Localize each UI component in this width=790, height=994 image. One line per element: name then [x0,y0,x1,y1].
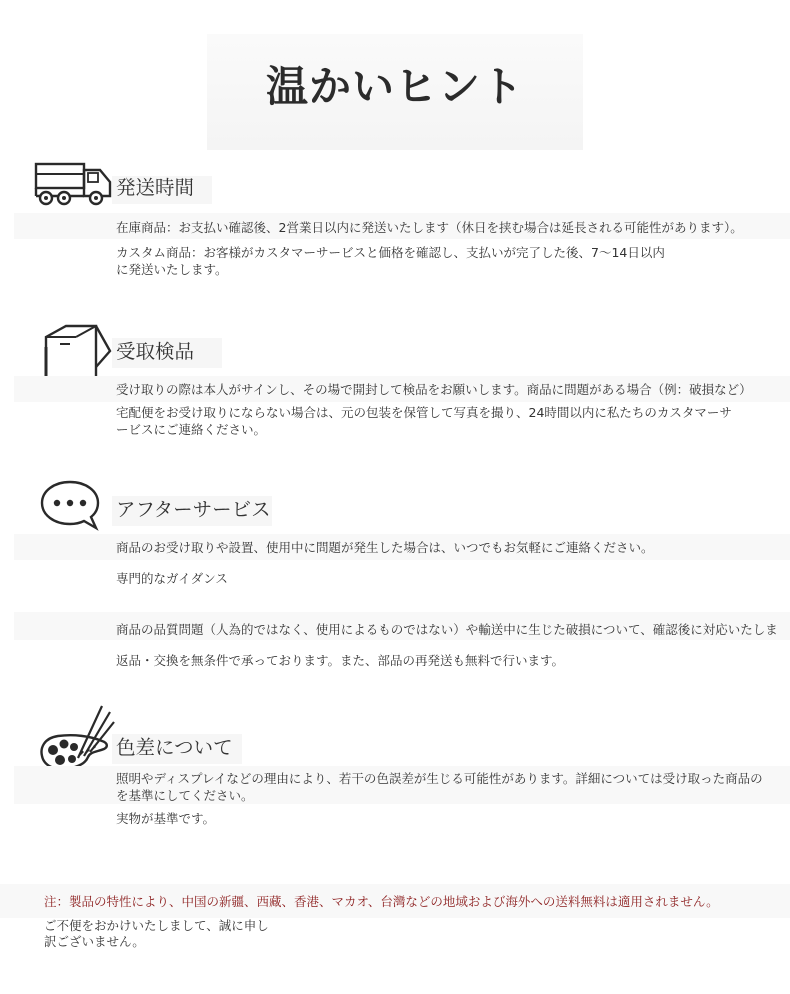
color-actual-product-text: 実物が基準です。 [116,811,216,826]
delivery-truck-icon [34,160,116,208]
section-heading-color-difference: 色差について [116,736,233,759]
section-heading-inspection: 受取検品 [116,340,195,363]
section-heading-shipping: 発送時間 [116,176,195,199]
color-difference-text: 照明やディスプレイなどの理由により、若干の色誤差が生じる可能性があります。詳細については受け取った商品の を基準にしてください。 [116,771,763,803]
shipping-exclusion-note: 注：製品の特性により、中国の新疆、西藏、香港、マカオ、台灣などの地域および海外への送料無料は適用されません。 [44,894,719,909]
paint-palette-icon [38,702,118,774]
apology-text: ご不便をおかけいたしまして、誠に申し 訳ございません。 [44,918,269,949]
shipping-custom-text: カスタム商品：お客様がカスタマーサービスと価格を確認し、支払いが完了した後、7〜14日以内 に発送いたします。 [116,245,665,277]
after-sales-contact-text: 商品のお受け取りや設置、使用中に問題が発生した場合は、いつでもお気軽にご連絡ください。 [116,540,654,555]
page-title: 温かいヒント [265,62,524,111]
after-sales-return-text: 返品・交換を無条件で承っております。また、部品の再発送も無料で行います。 [116,653,565,668]
inspection-photo-text: 宅配便をお受け取りにならない場合は、元の包装を保管して写真を撮り、24時間以内に私たちのカスタマーサ ービスにご連絡ください。 [116,405,732,437]
chat-bubble-icon [40,480,102,532]
after-sales-quality-text: 商品の品質問題（人為的ではなく、使用によるものではない）や輸送中に生じた破損について、確認後に対応いたしま [116,622,778,637]
section-heading-after-sales: アフターサービス [116,498,271,521]
inspection-sign-text: 受け取りの際は本人がサインし、その場で開封して検品をお願いします。商品に問題がある場合（例：破損など） [116,382,752,397]
shipping-stock-text: 在庫商品：お支払い確認後、2営業日以内に発送いたします（休日を挟む場合は延長される可能性があります）。 [116,220,743,235]
after-sales-guidance-text: 専門的なガイダンス [116,571,228,586]
